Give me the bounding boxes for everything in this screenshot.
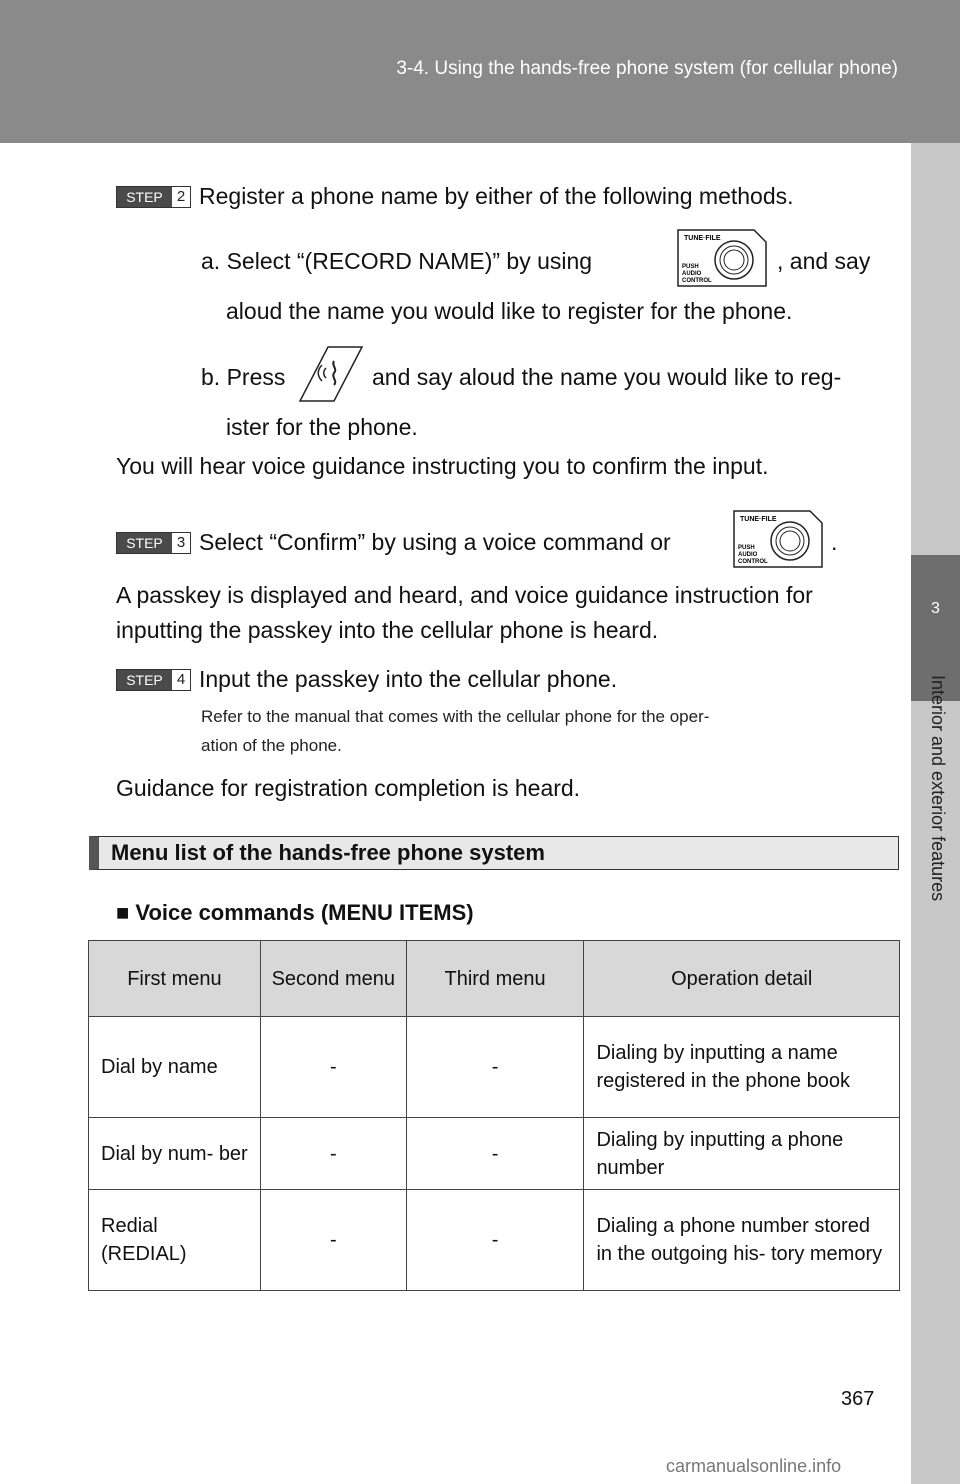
cell-detail: Dialing a phone number stored in the outgoing his- tory memory (584, 1190, 900, 1291)
step-badge: STEP 4 (116, 669, 191, 691)
col-header: Third menu (406, 941, 584, 1017)
step4-after: Guidance for registration completion is heard. (116, 775, 581, 801)
step4-note2: ation of the phone. (201, 736, 342, 755)
col-header: Second menu (260, 941, 406, 1017)
menu-table (88, 940, 900, 1291)
col-header: First menu (89, 941, 261, 1017)
svg-text:CONTROL: CONTROL (682, 278, 712, 284)
cell-third: - (406, 1118, 584, 1190)
svg-text:PUSH: PUSH (682, 264, 699, 270)
table-header-row (89, 941, 900, 1017)
method-b-line2: ister for the phone. (226, 414, 418, 440)
tune-file-knob-icon (732, 509, 824, 569)
cell-second: - (260, 1017, 406, 1118)
step2 (116, 183, 794, 210)
cell-detail: Dialing by inputting a name registered in the phone book (584, 1017, 900, 1118)
col-header: Operation detail (584, 941, 900, 1017)
step3-text: Select “Confirm” by using a voice command or (199, 529, 671, 555)
step2-text: Register a phone name by either of the following methods. (199, 183, 794, 209)
table-row (89, 1017, 900, 1118)
page-header (0, 0, 960, 143)
watermark[interactable]: carmanualsonline.info (666, 1456, 842, 1476)
svg-text:CONTROL: CONTROL (738, 559, 768, 565)
method-a-post: , and say (777, 248, 871, 274)
method-a-line2: aloud the name you would like to register for the phone. (226, 298, 793, 324)
header-title: 3-4. Using the hands-free phone system (for cellular phone) (396, 58, 898, 79)
talk-switch-icon (298, 345, 364, 403)
cell-first: Redial (REDIAL) (89, 1190, 261, 1291)
step3-after1: A passkey is displayed and heard, and voice guidance instruction for (116, 582, 813, 608)
cell-first: Dial by num- ber (89, 1118, 261, 1190)
svg-text:AUDIO: AUDIO (682, 271, 702, 277)
step3-after2: inputting the passkey into the cellular phone is heard. (116, 617, 659, 643)
table-row (89, 1118, 900, 1190)
chapter-number: 3 (931, 600, 940, 617)
step4-text: Input the passkey into the cellular phone. (199, 666, 618, 692)
step3 (116, 529, 671, 556)
svg-text:TUNE·FILE: TUNE·FILE (740, 516, 777, 523)
cell-third: - (406, 1190, 584, 1291)
cell-second: - (260, 1190, 406, 1291)
chapter-label: Interior and exterior features (928, 675, 948, 902)
svg-text:PUSH: PUSH (738, 545, 755, 551)
side-tab (911, 143, 960, 1484)
svg-text:AUDIO: AUDIO (738, 552, 758, 558)
method-b-pre: b. Press (201, 364, 286, 390)
step2-after: You will hear voice guidance instructing you to confirm the input. (116, 453, 769, 479)
step-badge: STEP 3 (116, 532, 191, 554)
table-row (89, 1190, 900, 1291)
cell-third: - (406, 1017, 584, 1118)
cell-first: Dial by name (89, 1017, 261, 1118)
step4 (116, 666, 617, 693)
cell-detail: Dialing by inputting a phone number (584, 1118, 900, 1190)
method-b-post: and say aloud the name you would like to reg- (372, 364, 842, 390)
section-heading (89, 836, 899, 870)
tune-file-knob-icon (676, 228, 768, 288)
step3-end: . (831, 529, 838, 555)
page-number: 367 (841, 1388, 875, 1410)
svg-text:TUNE·FILE: TUNE·FILE (684, 235, 721, 242)
method-a-pre: a. Select “(RECORD NAME)” by using (201, 248, 593, 274)
step4-note1: Refer to the manual that comes with the cellular phone for the oper- (201, 707, 710, 726)
step-badge: STEP 2 (116, 186, 191, 208)
subheading: ■ Voice commands (MENU ITEMS) (116, 900, 474, 925)
section-title: Menu list of the hands-free phone system (111, 840, 545, 865)
cell-second: - (260, 1118, 406, 1190)
